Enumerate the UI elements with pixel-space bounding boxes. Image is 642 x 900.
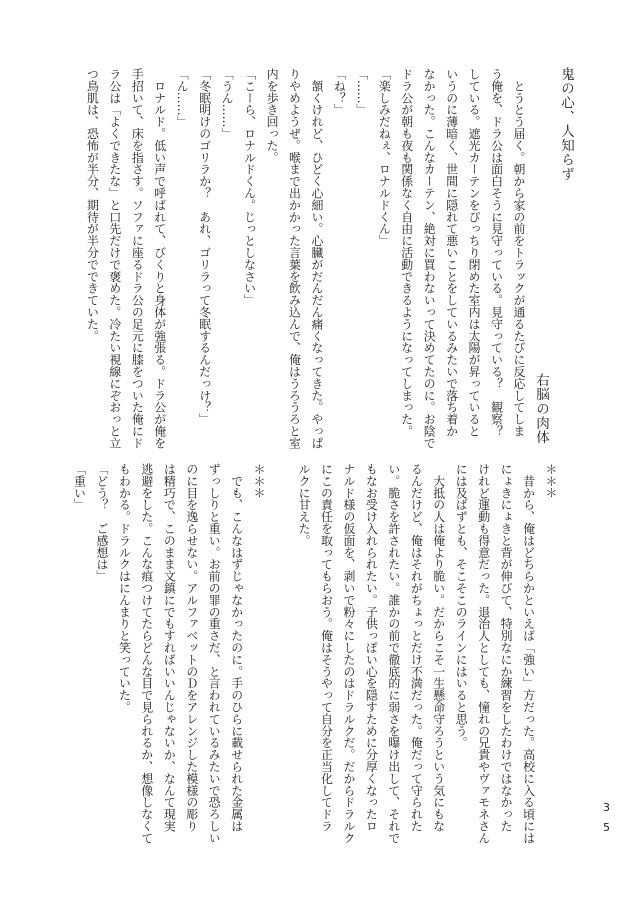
dialogue-line: 「……」 [354, 68, 369, 116]
section-2 [293, 463, 562, 849]
dialogue-line: 「冬眠明けのゴリラか？ あれ、ゴリラって冬眠するんだっけ？」 [197, 68, 212, 425]
text-line: もなお受け入れられたい。子供っぽい心を隠すために分厚くなったロ [364, 463, 379, 832]
text-line: りやめようぜ。喉まで出かかった言葉を飲み込んで、俺はうろうろと室 [287, 68, 302, 449]
bottom-text-block [68, 463, 562, 849]
dialogue-line: 「うん……」 [220, 68, 235, 140]
text-line: なかった。こんなカーテン、絶対に買わないって決めてたのに。お陰で [422, 68, 437, 449]
story-title: 鬼の心、人知らず [558, 67, 574, 182]
page-number: 35 [600, 801, 613, 841]
dialogue-line: 「ん……」 [175, 68, 190, 128]
text-line: 内を歩き回った。 [265, 68, 280, 164]
text-line: には及ばずとも、そこそこのラインにはいると思う。 [454, 463, 469, 749]
text-line: いうのに薄暗く、世間に隠れて悪いことをしているみたいで落ち着か [444, 68, 459, 437]
text-line: つ鳥肌は、恐怖が半分、期待が半分でできていた。 [85, 68, 100, 342]
text-line: るんだけど、俺はそれがちょっとだけ不満だった。俺だって守られた [409, 463, 424, 832]
text-line: とうとう届く。朝から家の前をトラックが通るたびに反応してしま [512, 68, 526, 437]
text-line: ラ公は「よくできたな」と口先だけで褒めた。冷たい視線にぞおっと立 [107, 68, 122, 449]
author-name: 右脳の肉体 [533, 373, 549, 445]
text-line: 昔から、俺はどちらかといえば「強い」方だった。高校に入る頃には [521, 463, 536, 844]
text-line: もわかる。ドラルクはにんまりと笑っていた。 [117, 463, 132, 713]
text-line: 逃避をした。こんな痕つけてたらどんな目で見られるか、想像しなくて [139, 463, 154, 844]
section-separator: ＊＊＊ [252, 463, 267, 499]
text-line: でも、こんなはずじゃなかったのに。手のひらに載せられた金属は [229, 463, 244, 832]
dialogue-line: 「楽しみだねぇ、ロナルドくん」 [377, 68, 392, 247]
text-line: 頷くけれど、ひどく心細い。心臓がだんだん痛くなってきた。やっぱ [309, 68, 324, 449]
text-line: にこの責任を取ってもらおう。俺はそうやって自分を正当化してドラ [319, 463, 334, 832]
text-line: は精巧で、このまま文鎮にでもすればいいんじゃないか、なんて現実 [162, 463, 177, 832]
top-text-block [81, 68, 530, 454]
text-line: ルクに甘えた。 [297, 463, 312, 547]
text-line: い。脆さを許されたい。誰かの前で徹底的に弱さを曝け出して、それで [386, 463, 401, 844]
dialogue-line: 「こーら、ロナルドくん。じっとしなさい」 [242, 68, 257, 306]
text-line: う俺を、ドラ公は面白そうに見守っている。見守っている？ 観察？ [489, 68, 504, 437]
text-line: のに目を逸らせない。アルファベットのＤをアレンジした模様の彫り [184, 463, 199, 832]
text-line: にょきにょきと背が伸びて、特別なにか練習をしたわけではなかった [499, 463, 514, 832]
text-line: ドラ公が朝も夜も関係なく自由に活動できるようになってしまった。 [399, 68, 414, 437]
section-1 [81, 68, 530, 454]
dialogue-line: 「重い」 [72, 463, 87, 511]
text-line: けれど運動も得意だった。退治人としても、憧れの兄貴やヴァモネさん [476, 463, 491, 844]
section-3 [68, 463, 270, 849]
section-separator: ＊＊＊ [544, 463, 558, 499]
text-line: している。遮光カーテンをぴっちり閉めた室内は太陽が昇っていると [467, 68, 482, 437]
text-line: 手招いて、床を指さす。ソファに座るドラ公の足元に膝をついた俺にド [130, 68, 145, 449]
text-line: ロナルド。低い声で呼ばれて、びくりと身体が強張る。ドラ公が俺を [152, 68, 167, 449]
text-line: ずっしりと重い。お前の罪の重さだ、と言われているみたいで恐ろしい [207, 463, 222, 844]
text-line: ナルド様の仮面を、剥いで粉々にしたのはドラルクだ。だからドラルク [341, 463, 356, 844]
text-line: 大抵の人は俺より脆い。だからこそ一生懸命守ろうという気にもな [431, 463, 446, 832]
dialogue-line: 「どう？ ご感想は」 [94, 463, 109, 582]
dialogue-line: 「ね？」 [332, 68, 347, 116]
